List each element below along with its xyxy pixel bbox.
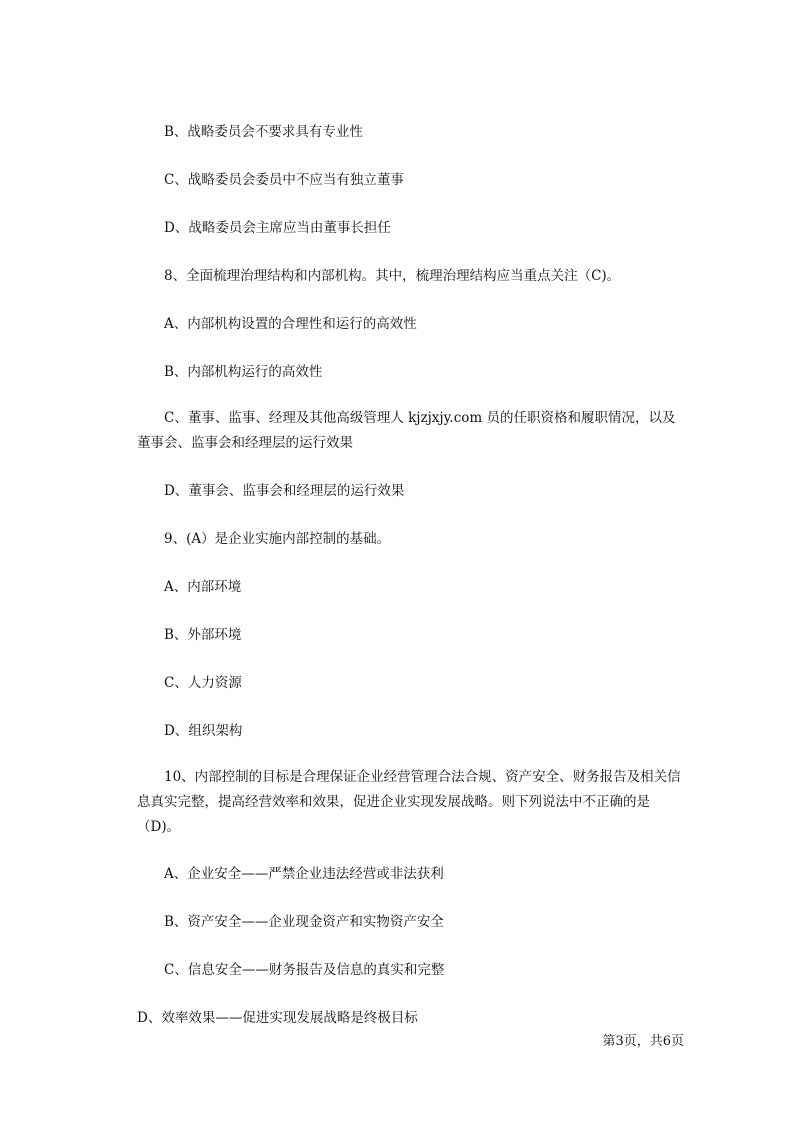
option-c-q10: C、信息安全——财务报告及信息的真实和完整 [164, 962, 445, 978]
option-a-q9: A、内部环境 [164, 579, 242, 595]
option-b-q10: B、资产安全——企业现金资产和实物资产安全 [164, 914, 444, 930]
option-d-q10: D、效率效果——促进实现发展战略是终极目标 [137, 1010, 418, 1026]
option-b-strategy: B、战略委员会不要求具有专业性 [164, 124, 363, 140]
option-c-strategy: C、战略委员会委员中不应当有独立董事 [164, 172, 404, 188]
question-8: 8、全面梳理治理结构和内部机构。其中，梳理治理结构应当重点关注（C)。 [164, 268, 621, 284]
page-number: 第3页，共6页 [602, 1034, 684, 1049]
option-d-q9: D、组织架构 [164, 723, 243, 739]
option-d-strategy: D、战略委员会主席应当由董事长担任 [164, 220, 391, 236]
option-c-q8: C、董事、监事、经理及其他高级管理人 kjzjxjy.com 员的任职资格和履职情况，以及董事会、监事会和经理层的运行效果 [137, 410, 676, 451]
option-b-q8: B、内部机构运行的高效性 [164, 364, 323, 380]
option-c-q9: C、人力资源 [164, 675, 242, 691]
option-b-q9: B、外部环境 [164, 627, 242, 643]
option-d-q8: D、董事会、监事会和经理层的运行效果 [164, 483, 405, 499]
question-10: 10、内部控制的目标是合理保证企业经营管理合法合规、资产安全、财务报告及相关信息真实完整，提高经营效率和效果，促进企业实现发展战略。则下列说法中不正确的是（D)。 [137, 769, 681, 835]
question-9: 9、(A）是企业实施内部控制的基础。 [164, 531, 391, 547]
option-a-q10: A、企业安全——严禁企业违法经营或非法获利 [164, 866, 444, 882]
option-a-q8: A、内部机构设置的合理性和运行的高效性 [164, 316, 417, 332]
